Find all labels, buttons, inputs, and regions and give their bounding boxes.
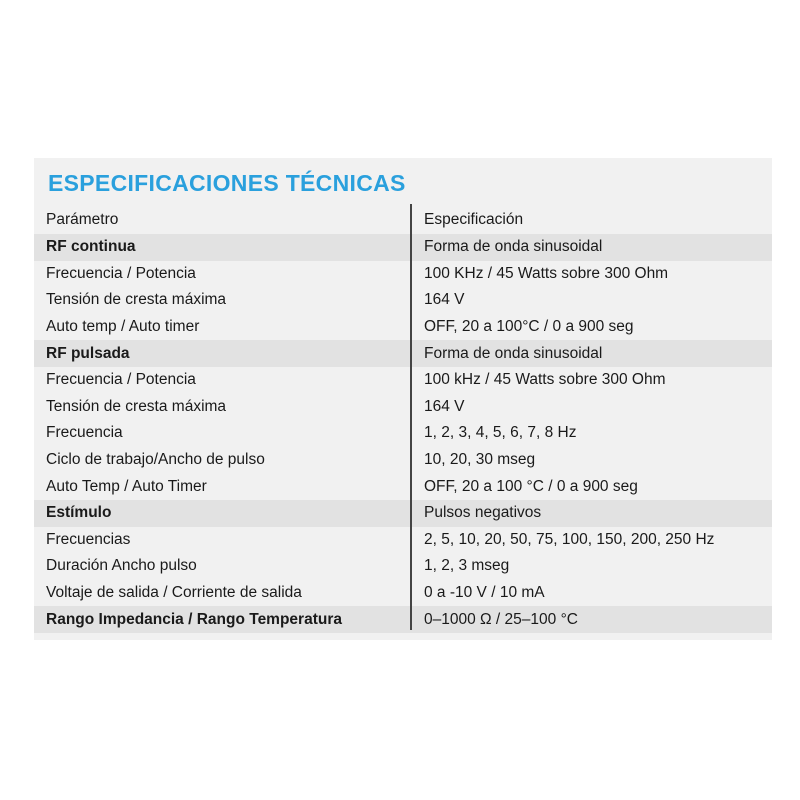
param-cell: RF pulsada xyxy=(46,344,130,362)
param-cell: Tensión de cresta máxima xyxy=(46,397,227,415)
section-row xyxy=(34,500,772,527)
spec-cell: 0 a -10 V / 10 mA xyxy=(424,584,545,602)
table-row xyxy=(34,314,772,341)
param-cell: RF continua xyxy=(46,238,136,256)
spec-cell: 1, 2, 3 mseg xyxy=(424,557,510,575)
header-spec: Especificación xyxy=(424,211,524,228)
spec-cell: 0–1000 Ω / 25–100 °C xyxy=(424,610,578,628)
header-param: Parámetro xyxy=(46,211,119,228)
param-cell: Duración Ancho pulso xyxy=(46,557,197,575)
spec-cell: Pulsos negativos xyxy=(424,504,542,522)
spec-cell: 10, 20, 30 mseg xyxy=(424,451,536,469)
table-row xyxy=(34,527,772,554)
table-row xyxy=(34,261,772,288)
spec-table xyxy=(34,206,772,633)
section-row xyxy=(34,606,772,633)
param-cell: Tensión de cresta máxima xyxy=(46,291,227,309)
spec-cell: 100 kHz / 45 Watts sobre 300 Ohm xyxy=(424,371,666,389)
spec-cell: 2, 5, 10, 20, 50, 75, 100, 150, 200, 250 Hz xyxy=(424,530,715,548)
page-title: ESPECIFICACIONES TÉCNICAS xyxy=(48,170,406,196)
param-cell: Ciclo de trabajo/Ancho de pulso xyxy=(46,451,265,469)
spec-cell: 164 V xyxy=(424,397,465,415)
spec-cell: Forma de onda sinusoidal xyxy=(424,344,603,362)
param-cell: Auto Temp / Auto Timer xyxy=(46,477,207,495)
spec-cell: OFF, 20 a 100°C / 0 a 900 seg xyxy=(424,318,634,336)
param-cell: Frecuencia xyxy=(46,424,123,442)
spec-cell: 100 KHz / 45 Watts sobre 300 Ohm xyxy=(424,264,669,282)
specifications-panel xyxy=(34,158,772,640)
param-cell: Frecuencias xyxy=(46,530,131,548)
param-cell: Auto temp / Auto timer xyxy=(46,318,200,336)
table-row xyxy=(34,287,772,314)
table-row xyxy=(34,367,772,394)
param-cell: Frecuencia / Potencia xyxy=(46,371,196,389)
spec-cell: 1, 2, 3, 4, 5, 6, 7, 8 Hz xyxy=(424,424,577,442)
table-body xyxy=(34,234,772,633)
table-row xyxy=(34,553,772,580)
section-row xyxy=(34,234,772,261)
spec-cell: Forma de onda sinusoidal xyxy=(424,238,603,256)
spec-cell: OFF, 20 a 100 °C / 0 a 900 seg xyxy=(424,477,638,495)
param-cell: Estímulo xyxy=(46,504,112,522)
table-row xyxy=(34,394,772,421)
table-row xyxy=(34,580,772,607)
table-row xyxy=(34,447,772,474)
table-row xyxy=(34,420,772,447)
param-cell: Rango Impedancia / Rango Temperatura xyxy=(46,610,342,628)
table-header-row xyxy=(34,206,772,234)
spec-cell: 164 V xyxy=(424,291,465,309)
table-row xyxy=(34,473,772,500)
section-row xyxy=(34,340,772,367)
param-cell: Frecuencia / Potencia xyxy=(46,264,196,282)
column-divider xyxy=(410,204,412,630)
param-cell: Voltaje de salida / Corriente de salida xyxy=(46,584,302,602)
